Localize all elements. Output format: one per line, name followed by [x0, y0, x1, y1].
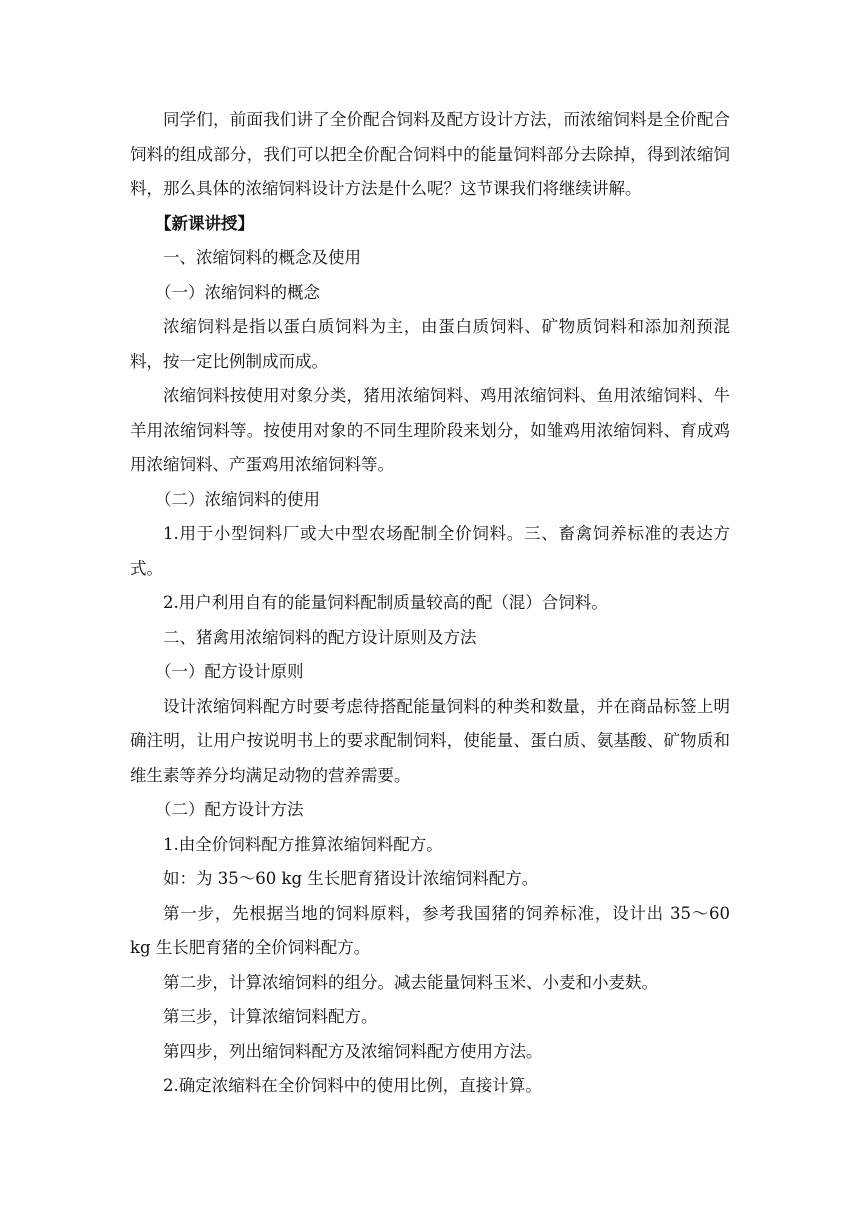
intro-paragraph: 同学们，前面我们讲了全价配合饲料及配方设计方法，而浓缩饲料是全价配合饲料的组成部分，我们可以把全价配合饲料中的能量饲料部分去除掉，得到浓缩饲料，那么具体的浓缩饲料设计方法是什么呢？这节课我们将继续讲解。 — [130, 110, 730, 198]
use-item-1: 1.用于小型饲料厂或大中型农场配制全价饲料。三、畜禽饲养标准的表达方式。 — [130, 524, 730, 578]
method-item-1: 1.由全价饲料配方推算浓缩饲料配方。 — [163, 834, 443, 854]
heading-1: 一、浓缩饲料的概念及使用 — [163, 248, 361, 267]
subheading-1-2: （二）浓缩饲料的使用 — [155, 489, 320, 509]
step-1: 第一步，先根据当地的饲料原料，参考我国猪的饲养标准，设计出 35～60 kg 生长肥育猪的全价饲料配方。 — [130, 903, 730, 957]
step-4: 第四步，列出缩饲料配方及浓缩饲料配方使用方法。 — [163, 1041, 543, 1061]
example-line: 如：为 35～60 kg 生长肥育猪设计浓缩饲料配方。 — [163, 869, 539, 888]
principle-paragraph: 设计浓缩饲料配方时要考虑待搭配能量饲料的种类和数量，并在商品标签上明确注明，让用户按说明书上的要求配制饲料，使能量、蛋白质、氨基酸、矿物质和维生素等养分均满足动物的营养需要。 — [130, 696, 730, 785]
document-page — [130, 103, 730, 1104]
method-item-2: 2.确定浓缩料在全价饲料中的使用比例，直接计算。 — [163, 1076, 542, 1095]
definition-paragraph: 浓缩饲料是指以蛋白质饲料为主，由蛋白质饲料、矿物质饲料和添加剂预混料，按一定比例制成而成。 — [130, 317, 730, 371]
step-2: 第二步，计算浓缩饲料的组分。减去能量饲料玉米、小麦和小麦麸。 — [163, 972, 658, 992]
step-3: 第三步，计算浓缩饲料配方。 — [163, 1007, 378, 1026]
classification-paragraph: 浓缩饲料按使用对象分类，猪用浓缩饲料、鸡用浓缩饲料、鱼用浓缩饲料、牛羊用浓缩饲料等。按使用对象的不同生理阶段来划分，如雏鸡用浓缩饲料、育成鸡用浓缩饲料、产蛋鸡用浓缩饲料等。 — [130, 386, 730, 474]
heading-2: 二、猪禽用浓缩饲料的配方设计原则及方法 — [163, 627, 477, 647]
use-item-2: 2.用户利用自有的能量饲料配制质量较高的配（混）合饲料。 — [163, 593, 608, 612]
subheading-2-1: （一）配方设计原则 — [155, 662, 304, 681]
subheading-2-2: （二）配方设计方法 — [155, 800, 304, 819]
section-heading: 【新课讲授】 — [155, 213, 254, 233]
subheading-1-1: （一）浓缩饲料的概念 — [155, 282, 320, 302]
